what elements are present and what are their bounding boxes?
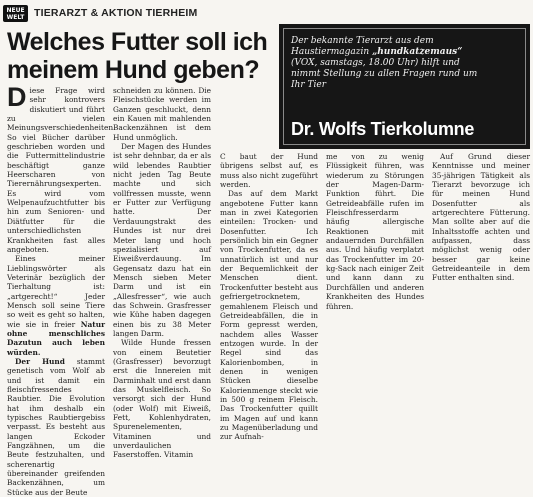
- drop-cap: D: [7, 82, 27, 112]
- paragraph: Das auf dem Markt angebotene Futter kann man in zwei Kategorien einteilen: Trocken- und Dosenfutter. Ich persönlich bin ein Gegner von Trockenfutter, da es unnatürlich ist und nur der Bequemlichkeit der Menschen dient. Trockenfutter besteht aus gefriergetrocknetem, gemahlenem Fleisch und Getreideabfällen, die in Form gepresst werden, nachdem alles Wasser entzogen wurde. In der Regel sind das Kalorienbomben, in denen in wenigen Stücken dieselbe Kalorienmenge steckt wie in 500 g reinem Fleisch. Das Trockenfutter quillt im Magen auf und kann zu Magenüberladung und zur Aufnah-: [220, 189, 318, 442]
- paragraph: [7, 357, 105, 497]
- magazine-logo: NEUE WELT: [3, 5, 28, 22]
- promo-details: (VOX, samstags, 18.00 Uhr) hilft und nimmt Stellung zu allen Fragen rund um Ihr Tier: [291, 58, 478, 90]
- article-column-2: [113, 86, 211, 460]
- paragraph: me von zu wenig Flüssigkeit führen, was wiederum zu Störungen der Magen-Darm-Funktion führt. Die Getreideabfälle rufen im Fleischfresserdarm häufig allergische Reaktionen mit andauernden Durchfällen aus. Und häufig verplatzt das Trockenfutter im 20-kg-Sack nach einiger Zeit und kann dann zu Durchfällen und anderen Krankheiten des Hundes führen.: [326, 152, 424, 311]
- article-header: [3, 2, 197, 24]
- promo-magazine: „hundkatzemaus“: [372, 47, 463, 57]
- paragraph-text: iese Frage wird sehr kontrovers diskutiert und führt zu vielen Meinungsverschiedenheiten. So viel Bücher darüber geschrieben worden und die Futtermittelindustrie beschäftigt ganze Heerscharen von Tierernährungsexperten. Es wird vom Welpenaufzuchtfutter bis hin zum Senioren- und Diätfutter für die unterschiedlichsten Krankheiten fast alles angeboten.: [7, 86, 116, 254]
- emphasis-text: Natur ohne menschliches Dazutun auch leben würden.: [7, 319, 105, 357]
- section-kicker: TIERARZT & AKTION TIERHEIM: [34, 7, 198, 19]
- emphasis-text: Der Hund: [15, 356, 65, 366]
- paragraph: Wilde Hunde fressen von einem Beutetier (Grasfresser) bevorzugt erst die Innereien mit Darminhalt und erst dann das Muskelfleisch. So versorgt sich der Hund (oder Wolf) mit Eiweiß, Fett, Kohlenhydraten, Spurenelementen, Vitaminen und unverdaulichen Faserstoffen. Vitamin: [113, 338, 211, 460]
- article-column-4: [326, 152, 424, 311]
- article-column-5: [432, 152, 530, 283]
- paragraph: [7, 254, 105, 357]
- paragraph: schneiden zu können. Die Fleischstücke werden im Ganzen geschluckt, denn ein Kauen mit mahlenden Backenzähnen ist dem Hund unmöglich.: [113, 86, 211, 142]
- paragraph-text: Eines meiner Lieblingswörter als Veterinär bezüglich der Tierhaltung ist: „artgerecht!“ Jeder Mensch soll seine Tiere so weit es geht so halten, wie sie in freier: [7, 254, 105, 329]
- paragraph-text: stammt genetisch vom Wolf ab und ist damit ein fleischfressendes Raubtier. Die Evolution hat ihm deshalb ein typisches Raubtiergebiss verpasst. Es besteht aus langen Eckoder Fangzähnen, um die Beute festzuhalten, und scherenartig übereinander greifenden Backenzähnen, um Stücke aus der Beute: [7, 356, 105, 497]
- columnist-promo-box: [279, 24, 530, 149]
- paragraph: Der Magen des Hundes ist sehr dehnbar, da er als wild lebendes Raubtier nicht jeden Tag Beute machte und sich vollfressen musste, wenn er Futter zur Verfügung hatte. Der Verdauungstrakt des Hundes ist nur drei Meter lang und hoch spezialisiert auf Eiweißverdauung. Im Gegensatz dazu hat ein Mensch sieben Meter Darm und ist ein „Allesfresser“, wie auch das Schwein. Grasfresser wie Kühe haben dagegen einen bis zu 38 Meter langen Darm.: [113, 142, 211, 338]
- paragraph: Auf Grund dieser Kenntnisse und meiner 35-jährigen Tätigkeit als Tierarzt bevorzuge ich für meinen Hund Dosenfutter als artgerechtere Fütterung. Man sollte aber auf die Inhaltsstoffe achten und aufpassen, dass möglichst wenig oder besser gar keine Getreideanteile in dem Futter enthalten sind.: [432, 152, 530, 283]
- article-headline: Welches Futter soll ich meinem Hund geben?: [7, 28, 268, 84]
- column-title: Dr. Wolfs Tierkolumne: [291, 119, 475, 139]
- promo-intro: Der bekannte Tierarzt aus dem Haustiermagazin: [291, 36, 434, 57]
- article-column-1: [7, 82, 116, 497]
- paragraph: [7, 82, 116, 254]
- article-column-3: [220, 152, 318, 442]
- promo-text: [291, 36, 491, 91]
- paragraph: C baut der Hund übrigens selbst auf, es muss also nicht zugeführt werden.: [220, 152, 318, 190]
